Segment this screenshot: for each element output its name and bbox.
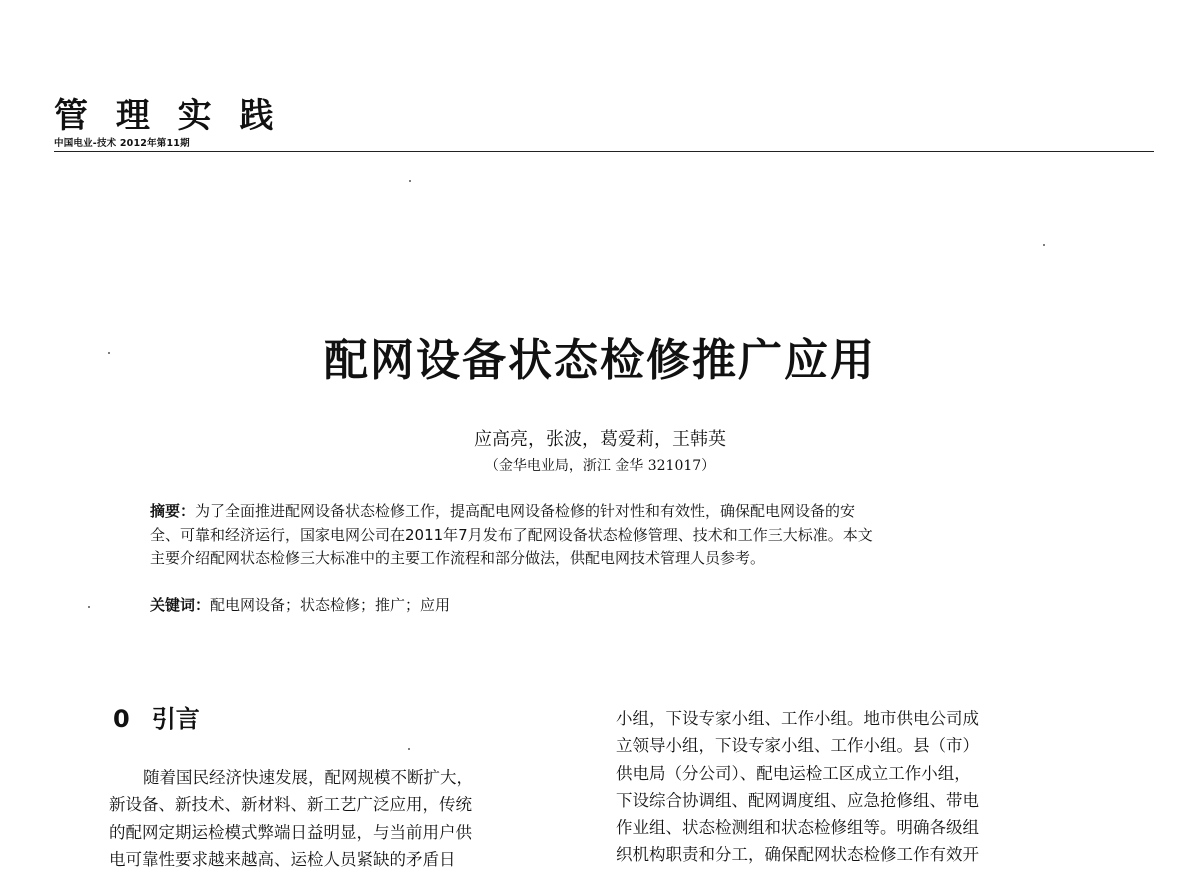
section-number: 0 xyxy=(113,705,130,733)
keywords xyxy=(150,594,1050,618)
section-heading-text: 引言 xyxy=(151,705,200,733)
scan-speck xyxy=(88,606,90,608)
authors: 应高亮，张波，葛爱莉，王韩英 xyxy=(474,429,726,450)
affiliation: （金华电业局，浙江 金华 321017） xyxy=(484,458,716,474)
right-column xyxy=(616,705,979,869)
scan-speck xyxy=(108,352,110,354)
body-line: 织机构职责和分工，确保配网状态检修工作有效开 xyxy=(616,845,979,865)
scan-speck xyxy=(1043,244,1045,246)
keywords-label: 关键词： xyxy=(150,596,211,614)
body-line: 电可靠性要求越来越高、运检人员紧缺的矛盾日 xyxy=(109,849,456,869)
left-column xyxy=(109,764,473,873)
body-line: 小组，下设专家小组、工作小组。地市供电公司成 xyxy=(616,709,979,728)
body-line: 新设备、新技术、新材料、新工艺广泛应用，传统 xyxy=(109,795,472,815)
abstract-line: 主要介绍配网状态检修三大标准中的主要工作流程和部分做法，供配电网技术管理人员参考。 xyxy=(150,549,766,567)
body-line: 随着国民经济快速发展，配网规模不断扩大， xyxy=(143,768,473,787)
scan-speck xyxy=(409,180,411,182)
section-heading xyxy=(113,702,200,736)
journal-issue: 中国电业-技术 2012年第11期 xyxy=(54,138,190,149)
section-title: 管 理 实 践 xyxy=(54,96,282,136)
body-line: 作业组、状态检测组和状态检修组等。明确各级组 xyxy=(616,818,979,838)
body-line: 下设综合协调组、配网调度组、应急抢修组、带电 xyxy=(616,790,979,810)
body-line: 的配网定期运检模式弊端日益明显，与当前用户供 xyxy=(109,822,472,842)
body-line: 立领导小组，下设专家小组、工作小组。县（市） xyxy=(616,736,979,756)
header-rule xyxy=(54,151,1154,152)
scan-speck xyxy=(408,748,410,750)
paper-title: 配网设备状态检修推广应用 xyxy=(324,335,876,386)
body-line: 供电局（分公司）、配电运检工区成立工作小组， xyxy=(616,763,971,783)
abstract-line: 为了全面推进配网设备状态检修工作，提高配电网设备检修的针对性和有效性，确保配电网设备的安 xyxy=(195,502,856,520)
abstract-label: 摘要： xyxy=(150,502,196,520)
abstract-line: 全、可靠和经济运行，国家电网公司在2011年7月发布了配网设备状态检修管理、技术和工作三大标准。本文 xyxy=(150,525,873,544)
keywords-text: 配电网设备；状态检修；推广；应用 xyxy=(210,596,451,614)
abstract xyxy=(150,500,1050,571)
